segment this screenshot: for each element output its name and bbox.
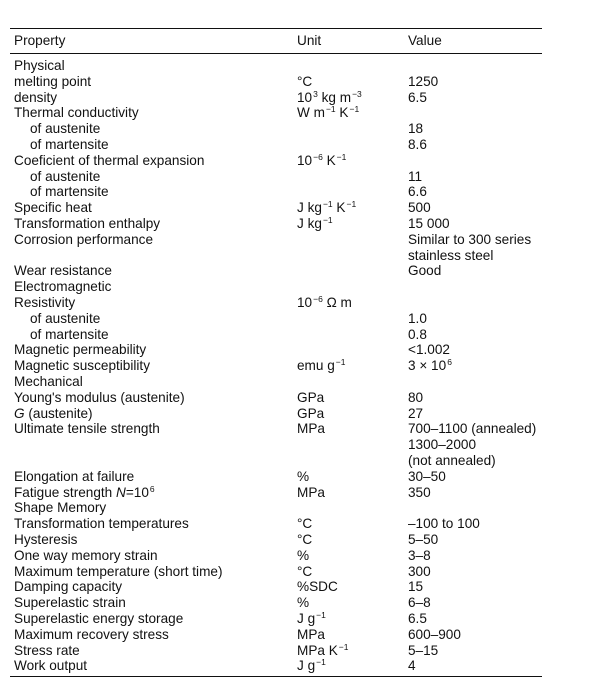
value-cell: 8.6 <box>408 137 427 152</box>
table-header-rule <box>10 53 542 54</box>
table-row <box>0 327 608 343</box>
property-cell: Maximum recovery stress <box>14 626 169 642</box>
property-cell: of austenite <box>30 310 101 326</box>
property-cell: Shape Memory <box>14 500 107 516</box>
property-cell: Transformation temperatures <box>14 516 189 532</box>
value-cell: 6.6 <box>408 184 427 200</box>
property-cell: of martensite <box>30 137 109 152</box>
table-top-rule <box>10 28 542 29</box>
unit-cell: J $g^{-1}$ <box>297 657 326 674</box>
property-cell: Thermal conductivity <box>14 105 139 121</box>
property-cell: of martensite <box>30 184 109 200</box>
table-row <box>0 564 608 580</box>
table-row <box>0 137 608 153</box>
property-cell: Coeficient of thermal expansion <box>14 152 205 168</box>
value-cell: –100 to 100 <box>408 516 480 532</box>
unit-cell: W $m^{-1}$ $K^{-1}$ <box>297 104 360 121</box>
property-cell: One way memory strain <box>14 547 158 563</box>
table-row <box>0 469 608 485</box>
value-cell: 1300–2000 <box>408 437 477 453</box>
value-cell: 1.0 <box>408 310 427 326</box>
unit-cell: % <box>297 595 310 611</box>
table-row <box>0 579 608 595</box>
table-row <box>0 611 608 627</box>
table-section-row <box>0 279 608 295</box>
table-row <box>0 184 608 200</box>
value-cell: 5–50 <box>408 532 439 547</box>
unit-cell: °C <box>297 73 313 89</box>
unit-cell: °C <box>297 516 313 532</box>
table-row <box>0 548 608 564</box>
value-cell: 700–1100 (annealed) <box>408 421 537 437</box>
property-cell: Magnetic permeability <box>14 342 147 358</box>
property-cell: Superelastic energy storage <box>14 611 184 626</box>
property-cell: of martensite <box>30 326 109 342</box>
property-cell: Damping capacity <box>14 579 123 595</box>
property-cell: Specific heat <box>14 200 92 216</box>
table-section-row <box>0 374 608 390</box>
unit-cell: °C <box>297 563 313 579</box>
table-row <box>0 627 608 643</box>
table-row <box>0 121 608 137</box>
table-row <box>0 390 608 406</box>
table-row <box>0 421 608 437</box>
unit-cell: °C <box>297 532 313 547</box>
table-row <box>0 232 608 248</box>
table-row <box>0 169 608 185</box>
value-cell: 4 <box>408 658 416 674</box>
table-row <box>0 311 608 327</box>
property-cell: Magnetic susceptibility <box>14 358 150 374</box>
value-cell: 6–8 <box>408 595 431 611</box>
unit-cell: MPa <box>297 626 325 642</box>
property-cell: Elongation at failure <box>14 468 135 484</box>
value-cell: stainless steel <box>408 247 494 263</box>
value-cell: 15 <box>408 579 424 595</box>
property-cell: density <box>14 89 58 105</box>
value-cell: 300 <box>408 563 431 579</box>
header-unit: Unit <box>297 33 322 48</box>
property-cell: G (austenite) <box>14 405 93 421</box>
property-cell: of austenite <box>30 121 101 137</box>
unit-cell: %SDC <box>297 579 338 595</box>
table-row <box>0 295 608 311</box>
table-row <box>0 437 608 453</box>
property-cell: melting point <box>14 73 92 89</box>
unit-cell: J $g^{-1}$ <box>297 610 326 626</box>
value-cell: Similar to 300 series <box>408 231 532 247</box>
value-cell: 5–15 <box>408 642 439 658</box>
unit-cell: % <box>297 547 310 563</box>
value-cell: 11 <box>408 168 423 184</box>
table-row <box>0 342 608 358</box>
value-cell: (not annealed) <box>408 453 496 468</box>
table-row <box>0 105 608 121</box>
table-row <box>0 358 608 374</box>
unit-cell: emu $g^{-1}$ <box>297 357 346 374</box>
property-cell: Electromagnetic <box>14 279 112 295</box>
property-cell: of austenite <box>30 168 101 184</box>
property-cell: Wear resistance <box>14 263 112 279</box>
value-cell: 15 000 <box>408 216 450 231</box>
property-cell: Corrosion performance <box>14 231 154 247</box>
table-row <box>0 74 608 90</box>
property-cell: Young's modulus (austenite) <box>14 389 185 405</box>
value-cell: 1250 <box>408 73 439 89</box>
table-row <box>0 263 608 279</box>
property-cell: Physical <box>14 58 65 73</box>
unit-cell: $10^{-6}$ Ω m <box>297 294 352 310</box>
header-value: Value <box>408 33 442 48</box>
property-cell: Superelastic strain <box>14 595 126 611</box>
table-row <box>0 658 608 674</box>
table-row <box>0 485 608 501</box>
unit-cell: MPa $K^{-1}$ <box>297 641 349 658</box>
property-cell: Ultimate tensile strength <box>14 421 160 437</box>
unit-cell: $10^{-6}$ $K^{-1}$ <box>297 151 347 168</box>
unit-cell: % <box>297 468 310 484</box>
unit-cell: J $kg^{-1}$ <box>297 215 333 231</box>
table-header-row <box>0 32 608 50</box>
property-cell: Maximum temperature (short time) <box>14 563 223 579</box>
table-row <box>0 595 608 611</box>
table-row <box>0 532 608 548</box>
table-row <box>0 516 608 532</box>
value-cell: 600–900 <box>408 626 461 642</box>
value-cell: $3 \times 10^6$ <box>408 357 452 374</box>
value-cell: 3–8 <box>408 547 431 563</box>
table-section-row <box>0 58 608 74</box>
unit-cell: MPa <box>297 421 325 437</box>
value-cell: 6.5 <box>408 89 427 105</box>
value-cell: 500 <box>408 200 431 216</box>
value-cell: 6.5 <box>408 611 427 626</box>
unit-cell: GPa <box>297 389 325 405</box>
value-cell: 30–50 <box>408 468 446 484</box>
property-cell: Hysteresis <box>14 532 78 547</box>
value-cell: 18 <box>408 121 424 137</box>
value-cell: 0.8 <box>408 326 427 342</box>
property-cell: Transformation enthalpy <box>14 216 161 231</box>
table-row <box>0 216 608 232</box>
property-cell: Work output <box>14 658 88 674</box>
property-cell: Stress rate <box>14 642 80 658</box>
unit-cell: J $kg^{-1}$ $K^{-1}$ <box>297 199 357 216</box>
table-section-row <box>0 500 608 516</box>
table-row <box>0 643 608 659</box>
table-row <box>0 453 608 469</box>
property-cell: Resistivity <box>14 295 76 310</box>
value-cell: 80 <box>408 389 424 405</box>
value-cell: Good <box>408 263 442 279</box>
table-row <box>0 90 608 106</box>
table-row <box>0 200 608 216</box>
unit-cell: MPa <box>297 484 325 500</box>
value-cell: 350 <box>408 484 431 500</box>
unit-cell: $10^3$ kg $m^{-3}$ <box>297 88 362 105</box>
value-cell: <1.002 <box>408 342 450 358</box>
table-row <box>0 153 608 169</box>
table-row <box>0 406 608 422</box>
table-row <box>0 248 608 264</box>
property-cell: Mechanical <box>14 374 83 389</box>
value-cell: 27 <box>408 405 424 421</box>
table-bottom-rule <box>10 676 542 677</box>
unit-cell: GPa <box>297 405 325 421</box>
property-cell: Fatigue strength $N=10^6$ <box>14 483 155 500</box>
header-property: Property <box>14 33 66 48</box>
